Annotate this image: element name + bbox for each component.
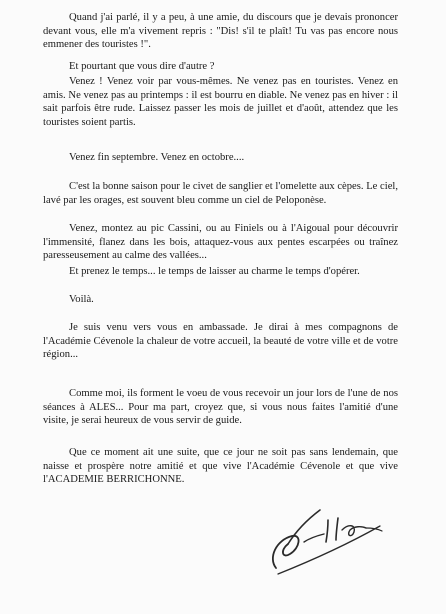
paragraph-11: Que ce moment ait une suite, que ce jour ne soit pas sans lendemain, que naisse et prospère notre amitié et que vive l'Académie Cévenole et que vive l'ACADEMIE BERRICHONNE.: [43, 447, 398, 486]
paragraph-1: Quand j'ai parlé, il y a peu, à une amie, du discours que je devais prononcer devant vous, elle m'a vivement repris : "Dis! s'il te plaît! Tu vas pas encore nous emmener des touristes !".: [43, 12, 398, 51]
paragraph-7: Et prenez le temps... le temps de laisser au charme le temps d'opérer.: [69, 266, 360, 277]
paragraph-8: Voilà.: [69, 294, 94, 305]
paragraph-4: Venez fin septembre. Venez en octobre....: [69, 152, 245, 163]
paragraph-5: C'est la bonne saison pour le civet de sanglier et l'omelette aux cèpes. Le ciel, lavé par les orages, est souvent bleu comme un ciel de Peloponèse.: [43, 181, 398, 206]
paragraph-2: Et pourtant que vous dire d'autre ?: [69, 61, 215, 72]
paragraph-3: Venez ! Venez voir par vous-mêmes. Ne venez pas en touristes. Venez en amis. Ne venez pas au printemps : il est bourru en diable. Ne venez pas en hiver : il sait parfois être rude. Laissez passer les mois de juillet et d'août, attendez que les touristes soient partis.: [43, 76, 398, 128]
paragraph-9: Je suis venu vers vous en ambassade. Je dirai à mes compagnons de l'Académie Cévenole la chaleur de votre accueil, la beauté de votre ville et de votre région...: [43, 322, 398, 361]
paragraph-10: Comme moi, ils forment le voeu de vous recevoir un jour lors de l'une de nos séances à ALES... Pour ma part, croyez que, si vous nous faites l'amitié d'une visite, je serai heureux de vous servir de guide.: [43, 388, 398, 427]
handwritten-signature-icon: [258, 498, 388, 580]
paragraph-6: Venez, montez au pic Cassini, ou au Finiels ou à l'Aigoual pour découvrir l'immensité, flanez dans les bois, attaquez-vous aux pentes escarpées ou traînez paresseusement au calme des vallées...: [43, 223, 398, 262]
